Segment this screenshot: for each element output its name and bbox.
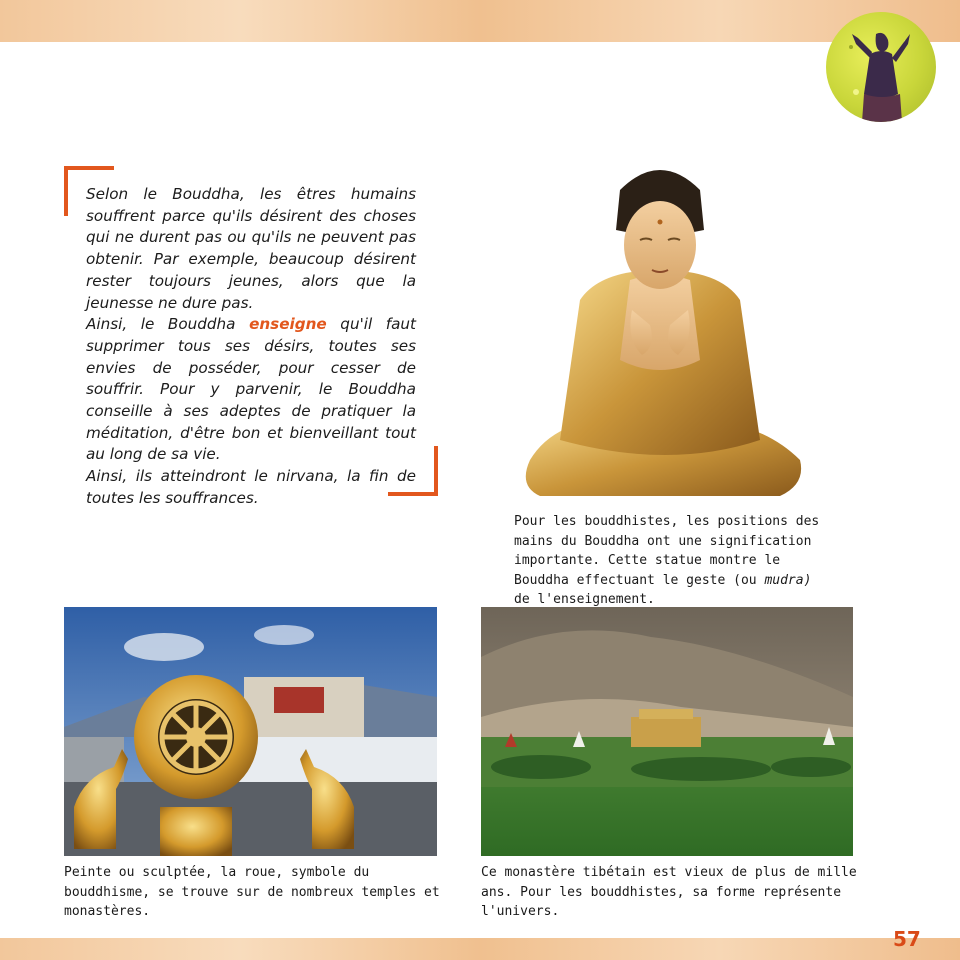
bottom-decorative-band bbox=[0, 938, 960, 960]
buddha-statue-image bbox=[520, 160, 810, 505]
page-number: 57 bbox=[893, 927, 921, 951]
statue-caption-italic: mudra) bbox=[764, 572, 812, 588]
tibetan-monastery-photo bbox=[481, 607, 853, 856]
quote-paragraph-3: Ainsi, ils atteindront le nirvana, la fin de toutes les souffrances. bbox=[86, 467, 416, 507]
monastery-caption: Ce monastère tibétain est vieux de plus de mille ans. Pour les bouddhistes, sa forme représente l'univers. bbox=[481, 865, 857, 919]
quote-paragraph-1: Selon le Bouddha, les êtres humains souffrent parce qu'ils désirent des choses qui ne durent pas ou qu'ils ne peuvent pas obtenir. Par exemple, beaucoup désirent rester toujours jeunes, alors que la jeunesse ne dure pas. bbox=[86, 185, 416, 312]
quote-highlight-word: enseigne bbox=[249, 315, 327, 334]
quote-text bbox=[86, 184, 416, 510]
quote-p2-before: Ainsi, le Bouddha bbox=[86, 315, 250, 334]
dharma-wheel-photo bbox=[64, 607, 437, 856]
statue-caption-before: Pour les bouddhistes, les positions des mains du Bouddha ont une signification importante. Cette statue montre le Bouddha effectuant le geste (ou bbox=[514, 514, 820, 588]
quote-p2-after: qu'il faut supprimer tous ses désirs, toutes ses envies de posséder, pour cesser de souffrir. Pour y parvenir, le Bouddha conseille à ses adeptes de pratiquer la méditation, d'être bon et bienveillant tout au long de sa vie. bbox=[86, 315, 416, 464]
quote-block bbox=[64, 166, 438, 507]
wheel-caption: Peinte ou sculptée, la roue, symbole du bouddhisme, se trouve sur de nombreux temples et monastères. bbox=[64, 865, 440, 919]
statue-caption bbox=[514, 512, 834, 610]
meditating-figure-icon bbox=[826, 12, 936, 122]
top-decorative-band bbox=[0, 0, 960, 42]
statue-caption-after: de l'enseignement. bbox=[514, 592, 655, 607]
chapter-badge-icon bbox=[826, 12, 936, 122]
quote-paragraph-2 bbox=[86, 314, 416, 466]
